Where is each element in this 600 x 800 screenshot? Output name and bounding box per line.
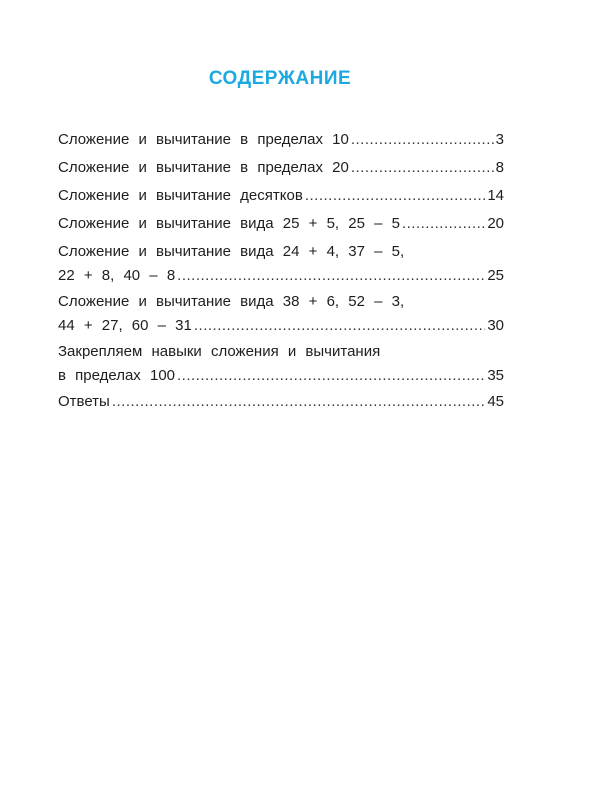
toc-entry: [58, 128, 504, 152]
toc-entry-line: [58, 290, 504, 314]
toc-entry-line: [58, 184, 504, 208]
toc-page-number: 3: [495, 131, 504, 148]
toc-entry: [58, 340, 504, 388]
toc-entry-title-continued: 44 + 27, 60 – 31: [58, 317, 192, 334]
toc-page-number: 25: [487, 267, 504, 284]
dot-leader: [402, 212, 485, 236]
toc-entry-title: Ответы: [58, 393, 110, 410]
toc-entry-title: Сложение и вычитание в пределах 10: [58, 131, 349, 148]
table-of-contents: [58, 128, 504, 418]
toc-page-number: 8: [495, 159, 504, 176]
toc-page-number: 20: [487, 215, 504, 232]
toc-entry-title: Сложение и вычитание вида 38 + 6, 52 – 3,: [58, 293, 405, 310]
dot-leader: [351, 156, 494, 180]
toc-page-number: 45: [487, 393, 504, 410]
toc-entry-line: [58, 364, 504, 388]
toc-page-number: 14: [487, 187, 504, 204]
toc-entry: [58, 156, 504, 180]
toc-entry-line: [58, 264, 504, 288]
toc-entry: [58, 212, 504, 236]
toc-entry-line: [58, 240, 504, 264]
toc-entry: [58, 184, 504, 208]
toc-entry-line: [58, 390, 504, 414]
dot-leader: [112, 390, 485, 414]
toc-entry: [58, 390, 504, 414]
toc-page-number: 30: [487, 317, 504, 334]
toc-entry-line: [58, 314, 504, 338]
toc-entry-line: [58, 212, 504, 236]
toc-entry-title: Сложение и вычитание вида 24 + 4, 37 – 5,: [58, 243, 405, 260]
toc-entry-title: Закрепляем навыки сложения и вычитания: [58, 343, 381, 360]
toc-page-number: 35: [487, 367, 504, 384]
toc-entry-line: [58, 340, 504, 364]
toc-entry-title-continued: 22 + 8, 40 – 8: [58, 267, 176, 284]
dot-leader: [194, 314, 485, 338]
toc-entry: [58, 240, 504, 288]
dot-leader: [305, 184, 486, 208]
dot-leader: [177, 364, 485, 388]
toc-entry-title-continued: в пределах 100: [58, 367, 175, 384]
dot-leader: [351, 128, 494, 152]
toc-entry-title: Сложение и вычитание в пределах 20: [58, 159, 349, 176]
toc-entry: [58, 290, 504, 338]
dot-leader: [177, 264, 485, 288]
toc-entry-title: Сложение и вычитание десятков: [58, 187, 303, 204]
toc-entry-line: [58, 156, 504, 180]
page-title: СОДЕРЖАНИЕ: [208, 68, 352, 89]
toc-entry-title: Сложение и вычитание вида 25 + 5, 25 – 5: [58, 215, 400, 232]
toc-entry-line: [58, 128, 504, 152]
